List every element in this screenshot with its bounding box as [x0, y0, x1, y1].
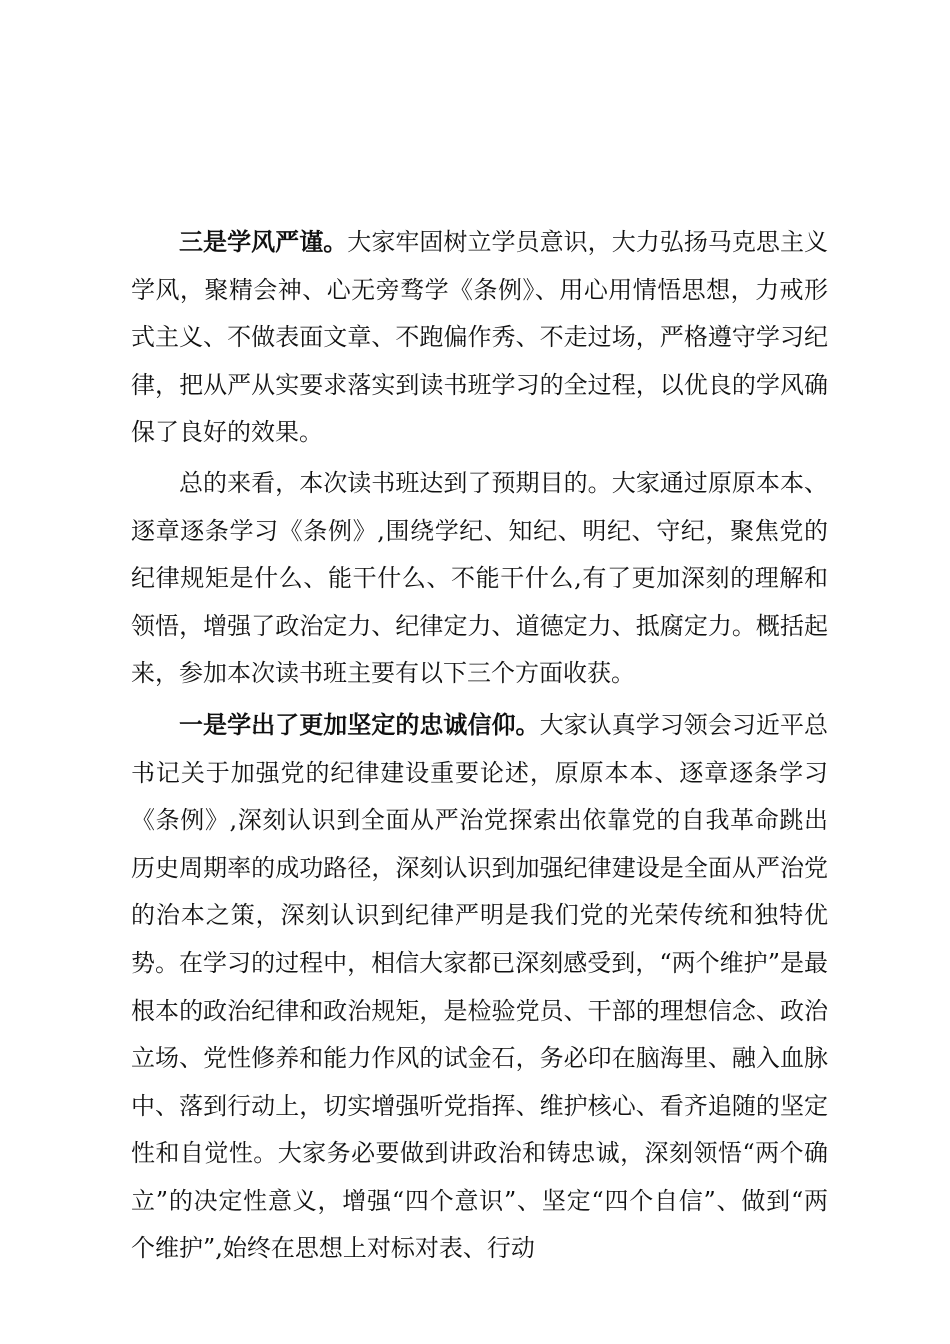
paragraph-text: 总的来看，本次读书班达到了预期目的。大家通过原原本本、逐章逐条学习《条例》,围绕学纪、知纪、明纪、守纪，聚焦党的纪律规矩是什么、能干什么、不能干什么,有了更加深刻的理解和领悟，增强了政治定力、纪律定力、道德定力、抵腐定力。概括起来，参加本次读书班主要有以下三个方面收获。	[131, 468, 828, 688]
paragraph-lead: 一是学出了更加坚定的忠诚信仰。	[179, 709, 540, 739]
paragraph-text: 大家牢固树立学员意识，大力弘扬马克思主义学风，聚精会神、心无旁骛学《条例》、用心用情悟思想，力戒形式主义、不做表面文章、不跑偏作秀、不走过场，严格遵守学习纪律，把从严从实要求落实到读书班学习的全过程，以优良的学风确保了良好的效果。	[131, 228, 829, 447]
paragraph-text: 大家认真学习领会习近平总书记关于加强党的纪律建设重要论述，原原本本、逐章逐条学习《条例》,深刻认识到全面从严治党探索出依靠党的自我革命跳出历史周期率的成功路径，深刻认识到加强纪律建设是全面从严治党的治本之策，深刻认识到纪律严明是我们党的光荣传统和独特优势。在学习的过程中，相信大家都已深刻感受到，“两个维护”是最根本的政治纪律和政治规矩，是检验党员、干部的理想信念、政治立场、党性修养和能力作风的试金石，务必印在脑海里、融入血脉中、落到行动上，切实增强听党指挥、维护核心、看齐追随的坚定性和自觉性。大家务必要做到讲政治和铸忠诚，深刻领悟“两个确立”的决定性意义，增强“四个意识”、坚定“四个自信”、做到“两个维护”,始终在思想上对标对表、行动	[131, 710, 829, 1263]
paragraph-loyal-faith	[131, 701, 828, 1273]
paragraph-summary	[131, 460, 828, 698]
document-page	[131, 218, 828, 1273]
paragraph-study-style	[131, 218, 828, 457]
paragraph-lead: 三是学风严谨。	[179, 227, 348, 256]
